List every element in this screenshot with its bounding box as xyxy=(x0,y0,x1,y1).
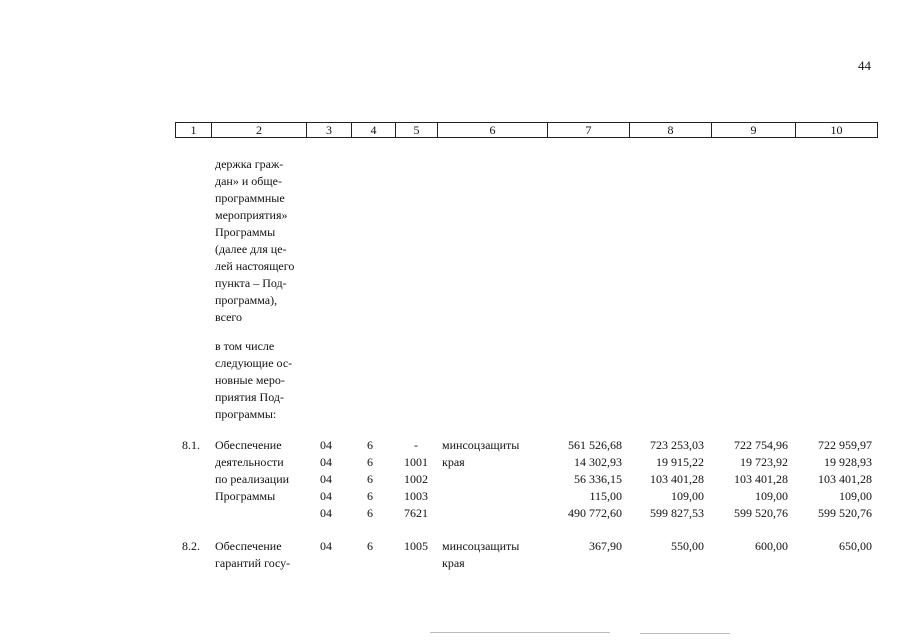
col-8-values xyxy=(622,538,704,555)
row-number: 8.1. xyxy=(182,438,200,452)
header-cell-6: 6 xyxy=(438,123,548,137)
intro-sub-description xyxy=(215,338,300,423)
header-cell-8: 8 xyxy=(630,123,712,137)
header-cell-10: 10 xyxy=(830,123,843,137)
cell-value: 04 xyxy=(320,489,332,503)
row-description-line: Обеспечение xyxy=(215,438,282,452)
col-3-values xyxy=(320,538,332,555)
cell-value: 103 401,28 xyxy=(734,472,788,486)
cell-value: 367,90 xyxy=(589,539,622,553)
intro-line: Программы xyxy=(215,225,276,239)
cell-value: минсоцзащиты xyxy=(442,539,520,553)
intro-line: держка граж- xyxy=(215,157,284,171)
col-6-values xyxy=(442,437,519,471)
cell-value: 109,00 xyxy=(839,489,872,503)
cell-value: 722 959,97 xyxy=(818,438,872,452)
cell-value: 109,00 xyxy=(755,489,788,503)
row-description-line: деятельности xyxy=(215,455,284,469)
scan-artifact xyxy=(640,633,730,634)
cell-value: 561 526,68 xyxy=(568,438,622,452)
intro-line: пункта – Под- xyxy=(215,276,287,290)
page-number: 44 xyxy=(858,58,871,73)
cell-value: 04 xyxy=(320,438,332,452)
intro-sub-line: в том числе xyxy=(215,339,275,353)
col-7-values xyxy=(540,538,622,555)
cell-value: 1001 xyxy=(404,455,428,469)
cell-value: 6 xyxy=(367,438,373,452)
cell-value: 550,00 xyxy=(671,539,704,553)
row-description-line: Программы xyxy=(215,489,276,503)
intro-description xyxy=(215,156,300,326)
header-cell-7: 7 xyxy=(548,123,630,137)
cell-value: края xyxy=(442,455,465,469)
cell-value: 14 302,93 xyxy=(574,455,622,469)
header-cell-5: 5 xyxy=(396,123,438,137)
cell-value: 490 772,60 xyxy=(568,506,622,520)
col-10-values xyxy=(790,538,872,555)
cell-value: 7621 xyxy=(404,506,428,520)
header-cell-2: 2 xyxy=(212,123,307,137)
col-9-values xyxy=(706,538,788,555)
cell-value: 103 401,28 xyxy=(818,472,872,486)
row-description-line: гарантий госу- xyxy=(215,556,291,570)
intro-sub-line: новные меро- xyxy=(215,373,285,387)
col-4-values xyxy=(367,538,373,555)
cell-value: минсоцзащиты xyxy=(442,438,520,452)
cell-value: 650,00 xyxy=(839,539,872,553)
row-description xyxy=(215,538,300,572)
cell-value: 599 827,53 xyxy=(650,506,704,520)
header-cell-3: 3 xyxy=(307,123,352,137)
intro-sub-line: приятия Под- xyxy=(215,390,284,404)
intro-line: всего xyxy=(215,310,243,324)
cell-value: 6 xyxy=(367,455,373,469)
col-9-values xyxy=(706,437,788,522)
cell-value: 722 754,96 xyxy=(734,438,788,452)
cell-value: 723 253,03 xyxy=(650,438,704,452)
cell-value: 19 928,93 xyxy=(824,455,872,469)
intro-line: дан» и обще- xyxy=(215,174,282,188)
col-10-values xyxy=(790,437,872,522)
header-cell-1: 1 xyxy=(176,123,212,137)
cell-value: 6 xyxy=(367,539,373,553)
cell-value: - xyxy=(414,438,418,452)
cell-value: 109,00 xyxy=(671,489,704,503)
cell-value: 04 xyxy=(320,539,332,553)
table-header-row xyxy=(175,122,878,138)
row-description-line: по реализации xyxy=(215,472,290,486)
header-cell-9: 9 xyxy=(712,123,796,137)
cell-value: 103 401,28 xyxy=(650,472,704,486)
cell-value: 19 915,22 xyxy=(656,455,704,469)
cell-value: 6 xyxy=(367,472,373,486)
cell-value: 1005 xyxy=(404,539,428,553)
row-description xyxy=(215,437,300,505)
cell-value: 04 xyxy=(320,455,332,469)
cell-value: 599 520,76 xyxy=(818,506,872,520)
row-description-line: Обеспечение xyxy=(215,539,282,553)
cell-value: 1003 xyxy=(404,489,428,503)
cell-value: 600,00 xyxy=(755,539,788,553)
intro-sub-line: программы: xyxy=(215,407,277,421)
cell-value: 04 xyxy=(320,506,332,520)
scan-artifact xyxy=(430,632,610,633)
cell-value: 115,00 xyxy=(589,489,622,503)
col-6-values xyxy=(442,538,519,572)
cell-value: 1002 xyxy=(404,472,428,486)
col-5-values xyxy=(398,437,434,522)
intro-line: лей настоящего xyxy=(215,259,295,273)
intro-line: программные xyxy=(215,191,285,205)
intro-line: (далее для це- xyxy=(215,242,287,256)
col-5-values xyxy=(398,538,434,555)
cell-value: 04 xyxy=(320,472,332,486)
cell-value: края xyxy=(442,556,465,570)
row-number: 8.2. xyxy=(182,539,200,553)
col-3-values xyxy=(320,437,332,522)
cell-value: 56 336,15 xyxy=(574,472,622,486)
cell-value: 19 723,92 xyxy=(740,455,788,469)
col-8-values xyxy=(622,437,704,522)
header-cell-4: 4 xyxy=(352,123,396,137)
col-7-values xyxy=(540,437,622,522)
cell-value: 6 xyxy=(367,506,373,520)
intro-line: мероприятия» xyxy=(215,208,288,222)
intro-line: программа), xyxy=(215,293,278,307)
cell-value: 6 xyxy=(367,489,373,503)
col-4-values xyxy=(367,437,373,522)
intro-sub-line: следующие ос- xyxy=(215,356,293,370)
cell-value: 599 520,76 xyxy=(734,506,788,520)
